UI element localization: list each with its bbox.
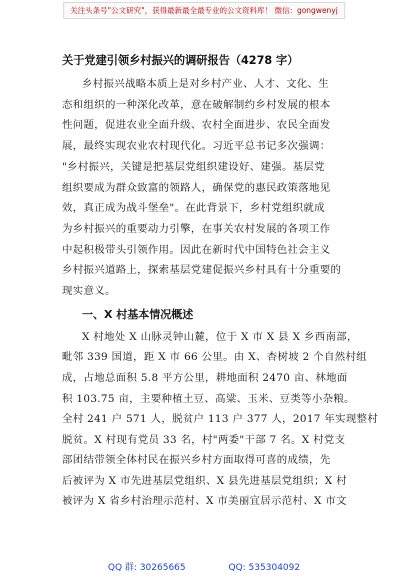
text-line: 积 103.75 亩，主要种植土豆、高粱、玉米、豆类等小杂粮。 xyxy=(62,392,355,405)
text-line: 为乡村振兴的重要动力引擎，在事关农村发展的各项工作 xyxy=(62,222,331,235)
text-line: 中起积极带头引领作用。因此在新时代中国特色社会主义 xyxy=(62,243,331,256)
text-line: 效，真正成为战斗堡垒"。在此背景下，乡村党组织就成 xyxy=(62,202,325,215)
text-line: 全村 241 户 571 人，脱贫户 113 户 377 人，2017 年实现整村 xyxy=(62,413,379,426)
text-line: 后被评为 X 市先进基层党组织、X 县先进基层党组织；X 村 xyxy=(62,474,347,487)
document-body xyxy=(62,52,379,512)
text-line: X 村地处 X 山脉灵钟山麓，位于 X 市 X 县 X 乡西南部， xyxy=(82,330,358,343)
text-line: 组织要成为群众致富的领路人，确保党的惠民政策落地见 xyxy=(62,181,331,194)
text-line: 脱贫。X 村现有党员 33 名，村"两委"干部 7 名。X 村党支 xyxy=(62,433,346,446)
footer-qq-group: QQ 群: 30265665 xyxy=(107,563,186,573)
section-heading: 一、X 村基本情况概述 xyxy=(82,307,194,321)
text-line: 乡村振兴战略本质上是对乡村产业、人才、文化、生 xyxy=(82,78,330,90)
text-line: 部团结带领全体村民在振兴乡村方面取得可喜的成绩，先 xyxy=(62,454,331,467)
text-line: 性问题，促进农业全面升级、农村全面进步、农民全面发 xyxy=(62,119,331,132)
intro-paragraph xyxy=(62,74,356,302)
section-paragraph xyxy=(62,327,379,512)
footer-qq: QQ: 535304092 xyxy=(228,563,301,573)
text-line: 展，最终实现农业农村现代化。习近平总书记多次强调： xyxy=(62,140,331,153)
text-line: 乡村振兴道路上，探索基层党建促振兴乡村具有十分重要的 xyxy=(62,264,342,277)
text-line: 现实意义。 xyxy=(62,285,116,298)
header-banner: 关注头条号"公文研究"，获得最新最全最专业的公文资料库！ 微信：gongwenyj xyxy=(63,2,345,19)
text-line: 毗邻 339 国道，距 X 市 66 公里。由 X、杏树坡 2 个自然村组 xyxy=(62,351,367,364)
text-line: "乡村振兴，关键是把基层党组织建设好、建强。基层党 xyxy=(62,160,325,173)
document-title: 关于党建引领乡村振兴的调研报告（4278 字） xyxy=(62,54,299,67)
text-line: 被评为 X 省乡村治理示范村、X 市美丽宜居示范村、X 市文 xyxy=(62,495,347,508)
text-line: 态和组织的一种深化改革，意在破解制约乡村发展的根本 xyxy=(62,98,331,111)
text-line: 成，占地总面积 5.8 平方公里，耕地面积 2470 亩、林地面 xyxy=(62,371,348,384)
footer xyxy=(0,560,408,573)
